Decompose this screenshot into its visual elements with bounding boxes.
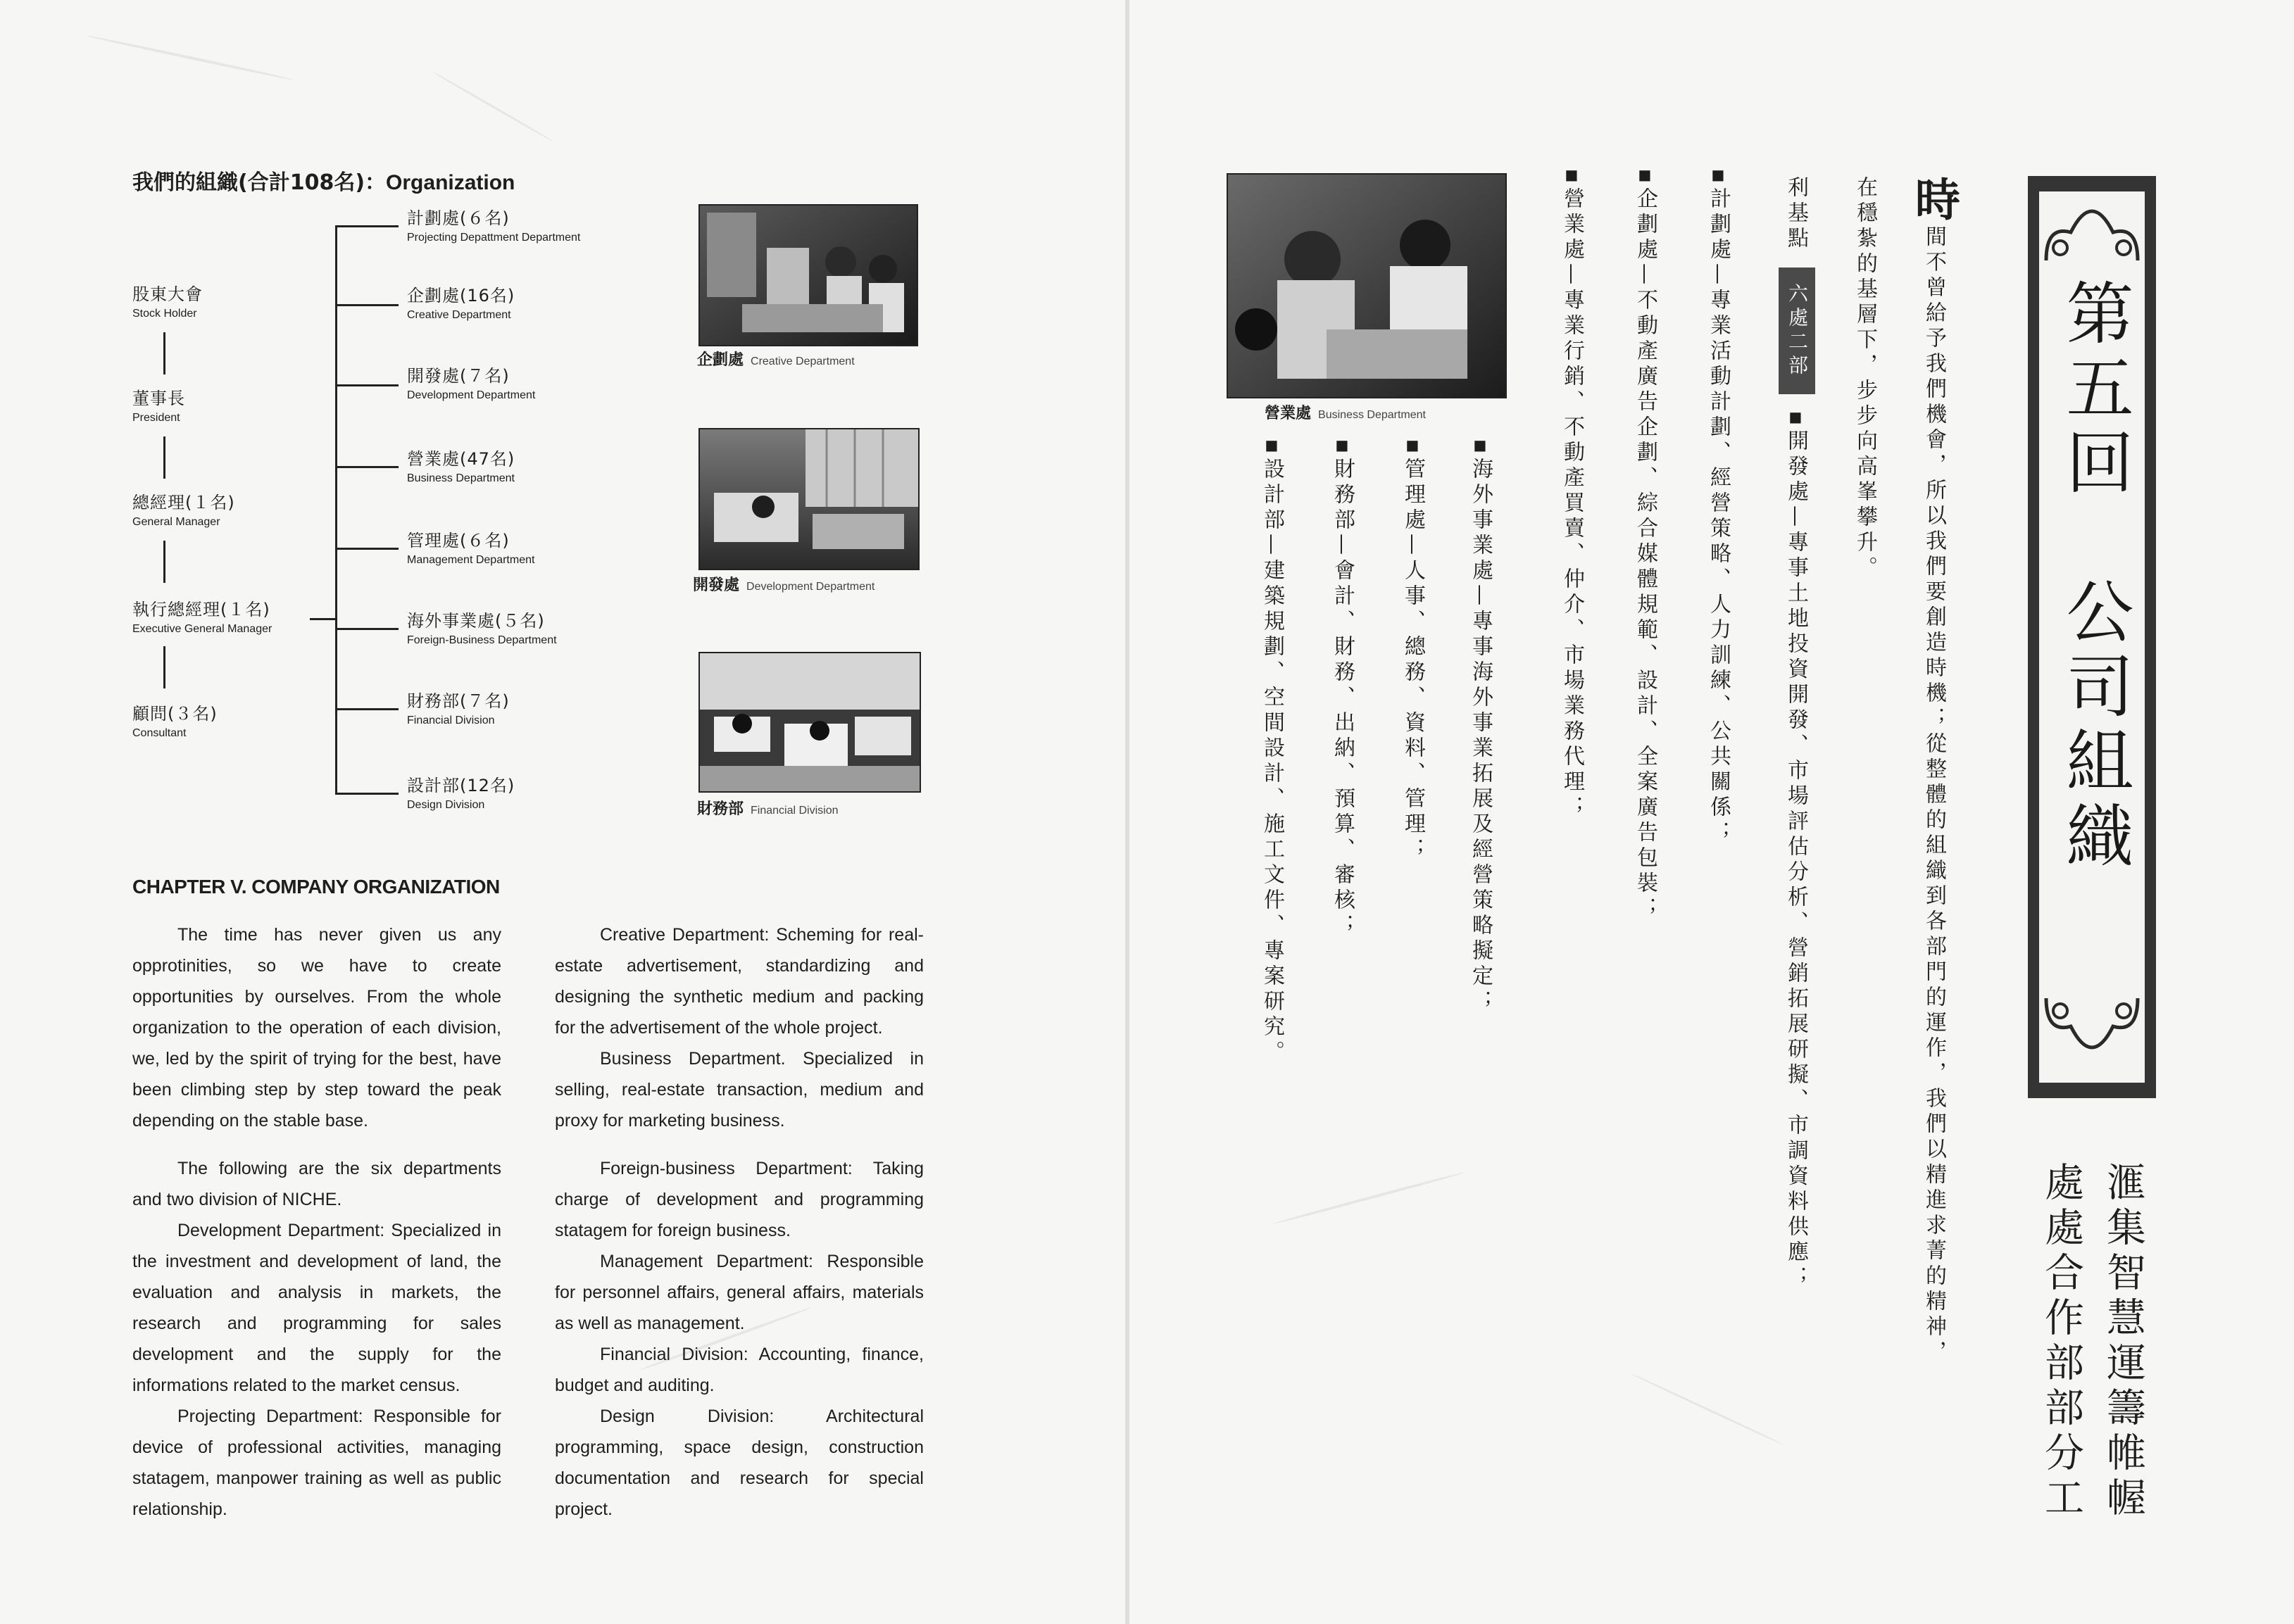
photo-development-image xyxy=(700,429,918,569)
node-zh: 董事長 xyxy=(132,389,185,408)
dept-design xyxy=(407,772,515,812)
scroll-ornament-bottom-icon xyxy=(2039,991,2145,1055)
dept-en: Design Division xyxy=(407,799,485,811)
caption-en: Business Department xyxy=(1318,409,1426,421)
caption-zh: 企劃處 xyxy=(697,351,744,369)
dept-en: Business Department xyxy=(407,472,515,484)
dept-en: Projecting Depattment Department xyxy=(407,232,581,244)
dept-en: Management Department xyxy=(407,554,535,566)
dept-item-desc: —專事土地投資開發、市場評估分析、營銷拓展研擬、市調資料供應； xyxy=(1784,505,1808,1291)
bullet-icon: ■ xyxy=(1563,166,1580,187)
dept-tick xyxy=(335,708,399,710)
bullet-icon: ■ xyxy=(1472,436,1488,458)
dept-tick xyxy=(335,628,399,630)
node-en: General Manager xyxy=(132,516,220,528)
chapter-title: CHAPTER V. COMPANY ORGANIZATION xyxy=(132,876,500,898)
dept-zh: 海外事業處(５名) xyxy=(407,611,545,631)
dept-item-design xyxy=(1258,436,1286,1066)
connector-line xyxy=(163,541,165,583)
dept-creative xyxy=(407,282,515,322)
photo-creative-image xyxy=(700,206,917,345)
dept-item-desc: —專事海外事業拓展及經營策略擬定； xyxy=(1468,584,1493,1015)
dept-item-desc: —建築規劃、空間設計、施工文件、專案研究。 xyxy=(1260,534,1284,1066)
bullet-icon: ■ xyxy=(1404,436,1421,458)
caption-zh: 開發處 xyxy=(693,577,740,594)
node-en: President xyxy=(132,412,180,424)
node-zh: 顧問(３名) xyxy=(132,704,218,724)
dept-management xyxy=(407,527,534,567)
chapter-title-vertical: 第五回 公司組織 xyxy=(2055,278,2134,875)
connector-line xyxy=(310,618,337,620)
bullet-icon: ■ xyxy=(1263,436,1280,458)
dept-item-projecting xyxy=(1704,166,1732,846)
dept-item-foreign-business xyxy=(1466,436,1494,1015)
node-en: Consultant xyxy=(132,727,187,739)
bullet-icon: ■ xyxy=(1636,166,1653,187)
photo-business-image xyxy=(1228,175,1505,397)
dept-item-desc: —會計、財務、出納、預算、審核； xyxy=(1330,534,1355,939)
bullet-icon: ■ xyxy=(1787,408,1804,429)
dept-item-name: 計劃處 xyxy=(1706,187,1731,263)
photo-caption-business xyxy=(1265,401,1426,423)
dept-en: Creative Department xyxy=(407,309,511,321)
node-consultant xyxy=(132,700,218,740)
dept-zh: 營業處(47名) xyxy=(407,449,515,469)
dept-tick xyxy=(335,225,399,227)
dept-item-name: 企劃處 xyxy=(1633,187,1657,263)
node-zh: 股東大會 xyxy=(132,284,203,304)
body-paragraph: Management Department: Responsible for personnel affairs, general affairs, materials as well as management. xyxy=(555,1252,924,1333)
bullet-icon: ■ xyxy=(1334,436,1350,458)
dept-item-name: 開發處 xyxy=(1784,429,1808,505)
dept-business xyxy=(407,445,515,485)
photo-development-department xyxy=(698,428,920,570)
connector-line xyxy=(163,332,165,374)
intro-line-1 xyxy=(1907,176,1960,1366)
body-paragraph: The following are the six departments and two division of NICHE. xyxy=(132,1159,501,1209)
intro-dropcap: 時 xyxy=(1907,176,1960,225)
intro-text-1: 間不曾給予我們機會，所以我們要創造時機；從整體的組織到各部門的運作，我們以精進求菁的精神， xyxy=(1922,225,1946,1366)
node-stock-holder xyxy=(132,280,203,320)
dept-item-name: 管理處 xyxy=(1400,458,1425,534)
dept-en: Development Department xyxy=(407,389,536,401)
body-paragraph: Foreign-business Department: Taking charge of development and programming statagem for foreign business. xyxy=(555,1159,924,1240)
dept-item-business xyxy=(1557,166,1586,821)
caption-en: Development Department xyxy=(746,581,875,593)
body-paragraph: Projecting Department: Responsible for device of professional activities, managing statagem, manpower training as well as public relationship. xyxy=(132,1406,501,1519)
dept-financial xyxy=(407,687,510,727)
dept-zh: 計劃處(６名) xyxy=(407,208,510,228)
scroll-ornament-top-icon xyxy=(2039,204,2145,267)
dept-foreign-business xyxy=(407,607,557,647)
org-heading-zh: 我們的組織(合計108名)： xyxy=(132,170,387,195)
body-paragraph: Development Department: Specialized in the investment and development of land, the evaluation and analysis in markets, the research and programming for sales development and the supply for the informations related to the market census. xyxy=(132,1221,501,1395)
dept-tick xyxy=(335,466,399,468)
six-depts-tag: 六處二部 xyxy=(1779,267,1815,394)
dept-item-desc: —專業活動計劃、經營策略、人力訓練、公共關係； xyxy=(1706,263,1731,846)
node-en: Stock Holder xyxy=(132,308,197,320)
dept-zh: 管理處(６名) xyxy=(407,531,510,550)
caption-zh: 營業處 xyxy=(1265,405,1312,422)
dept-item-name: 財務部 xyxy=(1330,458,1355,534)
node-general-manager xyxy=(132,489,235,529)
node-en: Executive General Manager xyxy=(132,623,272,635)
dept-tick xyxy=(335,384,399,386)
caption-en: Creative Department xyxy=(751,355,855,367)
node-executive-gm xyxy=(132,596,272,636)
node-zh: 總經理(１名) xyxy=(132,493,235,512)
dept-development xyxy=(407,362,535,402)
dept-en: Financial Division xyxy=(407,715,495,726)
body-paragraph: Design Division: Architectural programming, space design, construction documentation and research for special project. xyxy=(555,1406,924,1519)
caption-en: Financial Division xyxy=(751,805,839,817)
dept-item-creative xyxy=(1631,166,1659,922)
dept-tick xyxy=(335,793,399,795)
photo-financial-division xyxy=(698,652,921,793)
dept-tick xyxy=(335,304,399,306)
node-president xyxy=(132,384,185,424)
photo-caption-financial xyxy=(697,797,839,819)
intro-line-2: 在穩紮的基層下，步步向高峯攀升。 xyxy=(1853,176,1877,581)
connector-line xyxy=(163,436,165,479)
dept-en: Foreign-Business Department xyxy=(407,634,557,646)
dept-zh: 開發處(７名) xyxy=(407,366,510,386)
dept-zh: 企劃處(16名) xyxy=(407,286,515,306)
dept-item-desc: —專業行銷、不動產買賣、仲介、市場業務代理； xyxy=(1560,263,1584,821)
body-paragraph: The time has never given us any opprotinities, so we have to create opportunities by ourselves. From the whole organization to the operation of each division, we, led by the spirit of trying for the best, have been climbing step by step toward the peak depending on the stable base. xyxy=(132,925,501,1131)
dept-item-name: 海外事業處 xyxy=(1468,458,1493,584)
motto-line-2: 處處合作部部分工 xyxy=(2038,1162,2084,1522)
node-zh: 執行總經理(１名) xyxy=(132,600,270,619)
body-column-1 xyxy=(132,919,501,1525)
dept-item-desc: —不動產廣告企劃、綜合媒體規範、設計、全案廣告包裝； xyxy=(1633,263,1657,922)
dept-item-financial xyxy=(1328,436,1356,939)
dept-item-name: 營業處 xyxy=(1560,187,1584,263)
photo-financial-image xyxy=(700,653,920,791)
dept-zh: 設計部(12名) xyxy=(407,776,515,795)
intro-line-3: 利基點 xyxy=(1784,176,1808,252)
photo-caption-creative xyxy=(697,348,855,370)
org-heading xyxy=(132,165,515,196)
dept-item-management xyxy=(1398,436,1427,863)
org-heading-en: Organization xyxy=(386,171,515,194)
caption-zh: 財務部 xyxy=(697,800,744,818)
dept-zh: 財務部(７名) xyxy=(407,691,510,711)
dept-projecting xyxy=(407,204,580,244)
dept-item-development xyxy=(1781,408,1810,1291)
body-paragraph: Business Department. Specialized in selling, real-estate transaction, medium and proxy for marketing business. xyxy=(555,1049,924,1131)
body-paragraph: Financial Division: Accounting, finance, budget and auditing. xyxy=(555,1345,924,1395)
dept-tick xyxy=(335,548,399,550)
photo-business-department xyxy=(1227,173,1507,398)
dept-item-name: 設計部 xyxy=(1260,458,1284,534)
dept-item-desc: —人事、總務、資料、管理； xyxy=(1400,534,1425,863)
photo-caption-development xyxy=(693,573,875,595)
body-column-2 xyxy=(555,919,924,1525)
motto-line-1: 滙集智慧運籌帷幄 xyxy=(2100,1162,2146,1522)
body-paragraph: Creative Department: Scheming for real-estate advertisement, standardizing and designing the synthetic medium and packing for the advertisement of the whole project. xyxy=(555,925,924,1038)
bullet-icon: ■ xyxy=(1710,166,1726,187)
connector-line xyxy=(163,646,165,688)
photo-creative-department xyxy=(698,204,918,346)
